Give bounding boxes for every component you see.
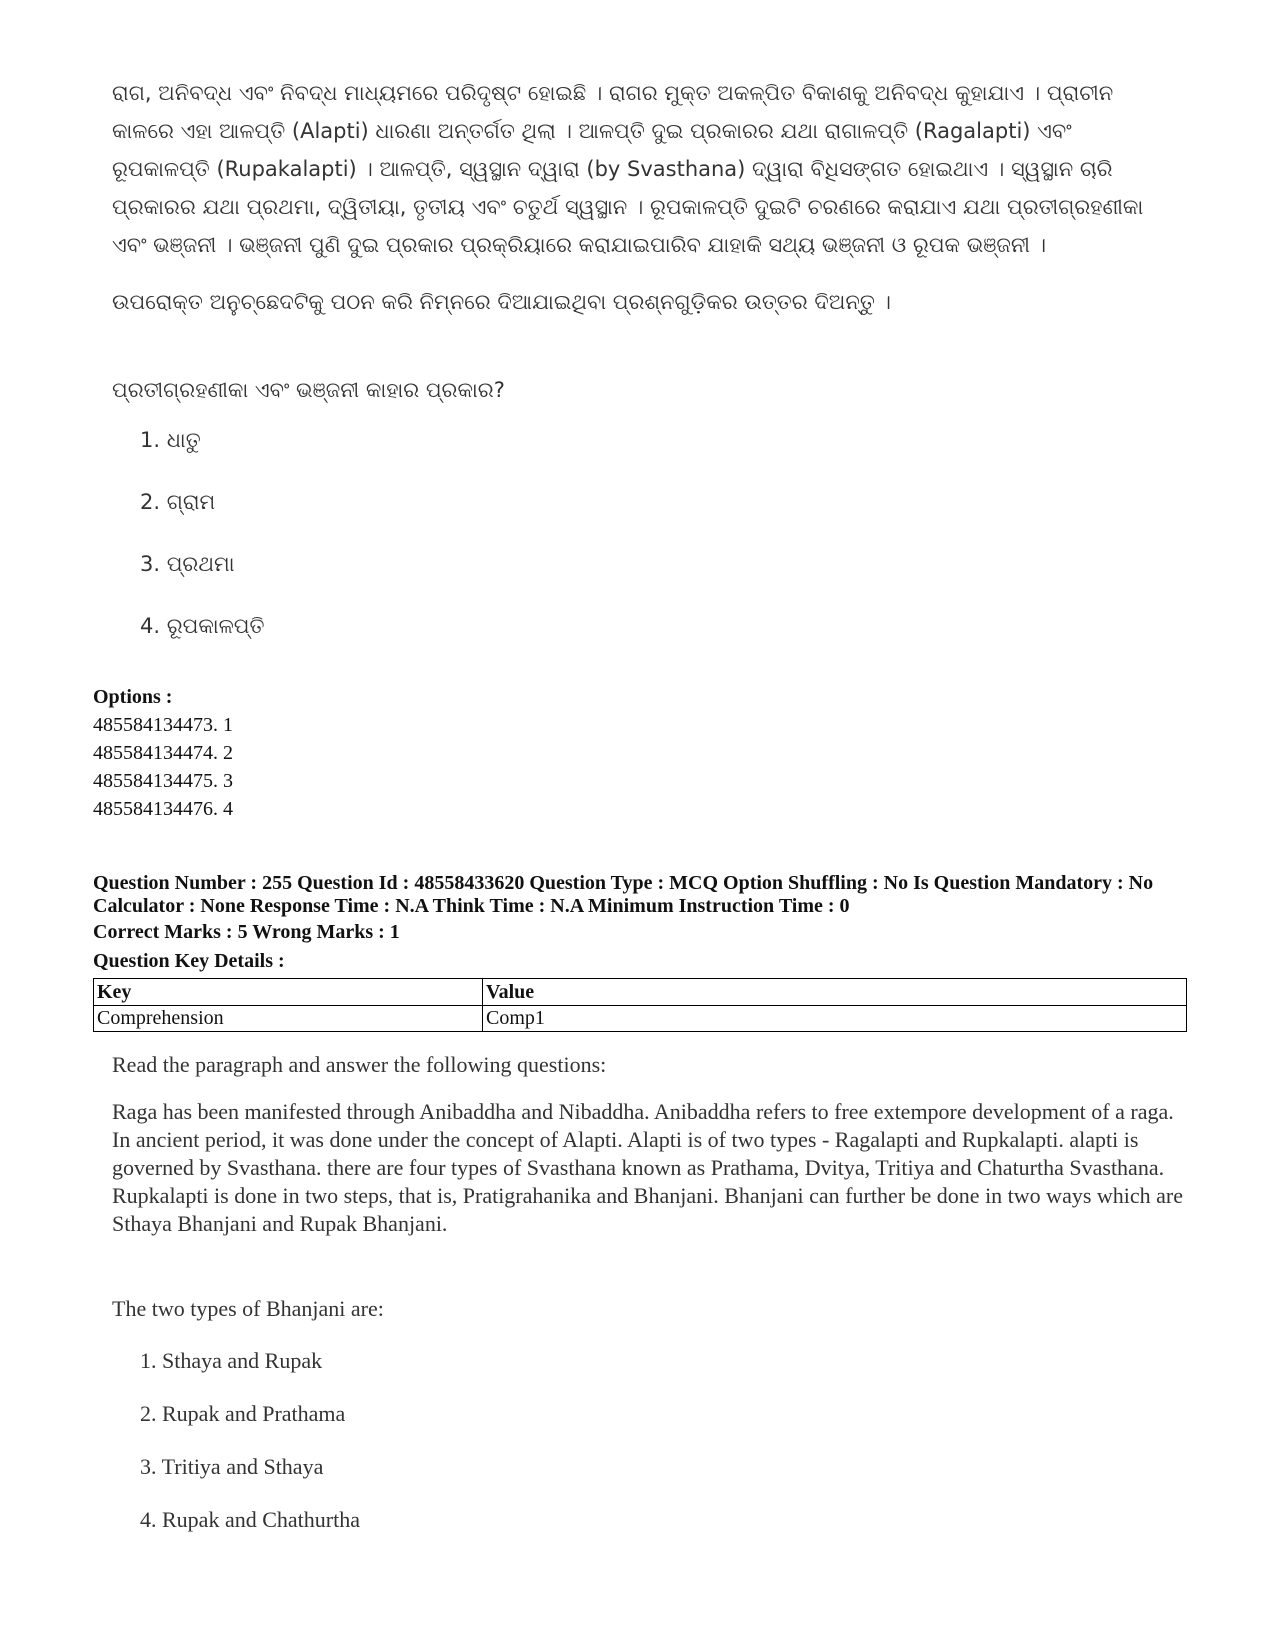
english-passage: Raga has been manifested through Anibaddha and Nibaddha. Anibaddha refers to free extempore development of a raga. In ancient period, it was done under the concept of Alapti. Alapti is of two types - Ragalapti and Rupkalapti. alapti is governed by Svasthana. there are four types of Svasthana known as Prathama, Dvitya, Tritiya and Chaturtha Svasthana. Rupkalapti is done in two steps, that is, Pratigrahanika and Bhanjani. Bhanjani can further be done in two ways which are Sthaya Bhanjani and Rupak Bhanjani. [112, 1099, 1184, 1236]
odia-choice-1: 1. ଧାତୁ [140, 428, 201, 452]
table-header-key: Key [94, 979, 483, 1006]
table-cell-value: Comp1 [483, 1006, 1187, 1032]
english-instruction: Read the paragraph and answer the following questions: [112, 1052, 607, 1077]
marks-line: Correct Marks : 5 Wrong Marks : 1 [93, 921, 400, 943]
question-meta: Question Number : 255 Question Id : 48558433620 Question Type : MCQ Option Shuffling : No Is Question Mandatory : No Calculator : None Response Time : N.A Think Time : N.A Minimum Instruction Time : 0 [93, 872, 1154, 917]
odia-choice-2: 2. ଗ୍ରାମ [140, 490, 216, 514]
option-item: 485584134475. 3 [93, 770, 233, 792]
odia-passage: ରାଗ, ଅନିବଦ୍ଧ ଏବଂ ନିବଦ୍ଧ ମାଧ୍ୟମରେ ପରିଦୃଷ୍ଟ ହୋଇଛି । ରାଗର ମୁକ୍ତ ଅକଳ୍ପିତ ବିକାଶକୁ ଅନିବଦ୍ଧ କୁହାଯାଏ । ପ୍ରାଚୀନ କାଳରେ ଏହା ଆଳପ୍ତି (Alapti) ଧାରଣା ଅନ୍ତର୍ଗତ ଥିଲା । ଆଳପ୍ତି ଦୁଇ ପ୍ରକାରର ଯଥା ରାଗାଳପ୍ତି (Ragalapti) ଏବଂ ରୂପକାଳପ୍ତି (Rupakalapti) । ଆଳପ୍ତି, ସ୍ୱସ୍ଥାନ ଦ୍ୱାରା (by Svasthana) ଦ୍ୱାରା ବିଧିସଙ୍ଗତ ହୋଇଥାଏ । ସ୍ୱସ୍ଥାନ ଚାରି ପ୍ରକାରର ଯଥା ପ୍ରଥମା, ଦ୍ୱିତୀୟା, ତୃତୀୟ ଏବଂ ଚତୁର୍ଥ ସ୍ୱସ୍ଥାନ । ରୂପକାଳପ୍ତି ଦୁଇଟି ଚରଣରେ କରାଯାଏ ଯଥା ପ୍ରତୀଗ୍ରହଣୀକା ଏବଂ ଭଞ୍ଜନୀ । ଭଞ୍ଜନୀ ପୁଣି ଦୁଇ ପ୍ରକାର ପ୍ରକ୍ରିୟାରେ କରାଯାଇପାରିବ ଯାହାକି ସଥ୍ୟ ଭଞ୍ଜନୀ ଓ ରୂପକ ଭଞ୍ଜନୀ । [112, 81, 1144, 257]
odia-choice-4: 4. ରୂପକାଳପ୍ତି [140, 614, 265, 638]
english-choice-1: 1. Sthaya and Rupak [140, 1348, 323, 1373]
odia-instruction: ଉପରୋକ୍ତ ଅନୁଚ୍ଛେଦଟିକୁ ପଠନ କରି ନିମ୍ନରେ ଦିଆଯାଇଥିବା ପ୍ରଶ୍ନଗୁଡ଼ିକର ଉତ୍ତର ଦିଅନ୍ତୁ । [112, 290, 891, 314]
english-choice-4: 4. Rupak and Chathurtha [140, 1507, 360, 1532]
key-details-table [93, 978, 1187, 1032]
odia-question: ପ୍ରତୀଗ୍ରହଣୀକା ଏବଂ ଭଞ୍ଜନୀ କାହାର ପ୍ରକାର? [112, 378, 505, 402]
key-details-label: Question Key Details : [93, 950, 285, 972]
option-item: 485584134474. 2 [93, 742, 233, 764]
table-cell-key: Comprehension [94, 1006, 483, 1032]
english-choice-2: 2. Rupak and Prathama [140, 1401, 346, 1426]
option-item: 485584134473. 1 [93, 714, 233, 736]
table-header-row [94, 979, 1187, 1006]
table-row [94, 1006, 1187, 1032]
english-question: The two types of Bhanjani are: [112, 1296, 384, 1321]
options-label: Options : [93, 686, 173, 708]
odia-choice-3: 3. ପ୍ରଥମା [140, 552, 235, 576]
table-header-value: Value [483, 979, 1187, 1006]
option-item: 485584134476. 4 [93, 798, 233, 820]
english-choice-3: 3. Tritiya and Sthaya [140, 1454, 324, 1479]
